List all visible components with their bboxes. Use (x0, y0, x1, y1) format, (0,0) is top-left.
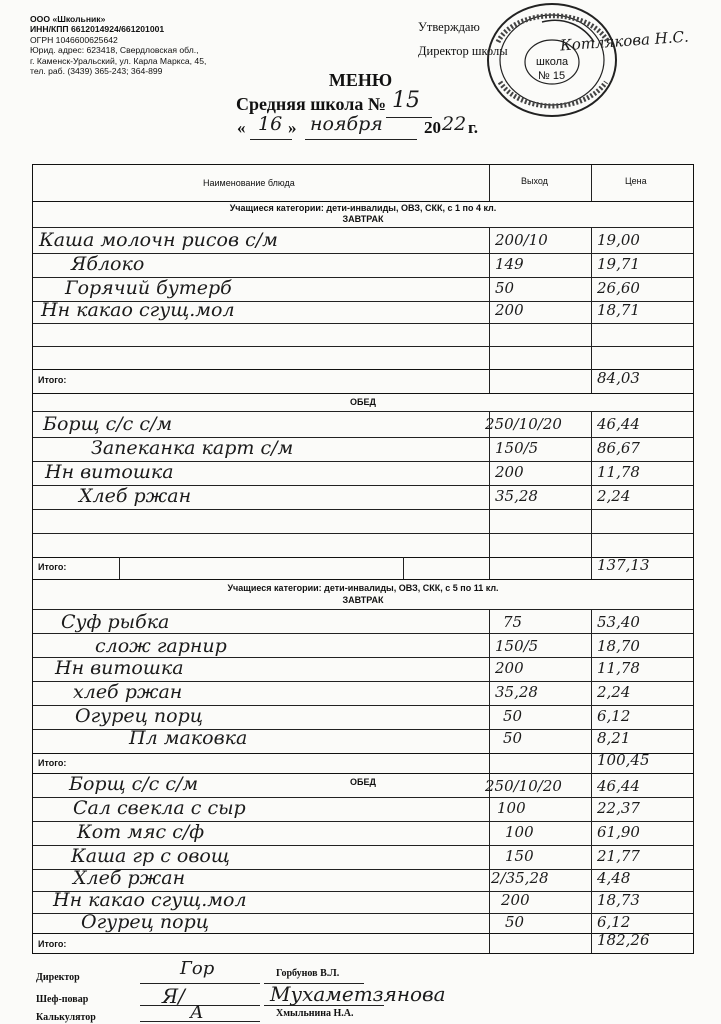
row-rule (33, 346, 693, 347)
date-day: 16 (258, 113, 283, 135)
dish-price: 46,44 (597, 777, 640, 795)
row-rule (33, 933, 693, 934)
date-year-suffix: 22 (442, 113, 467, 135)
col-header-out: Выход (521, 176, 548, 186)
dish-output: 2/35,28 (491, 869, 549, 887)
category-label: Учащиеся категории: дети-инвалиды, ОВЗ, СКК, с 5 по 11 кл. (227, 583, 499, 593)
row-rule (33, 609, 693, 610)
signature-name: Мухаметзянова (270, 982, 446, 1006)
dish-output: 200/10 (495, 231, 548, 249)
row-rule (33, 509, 693, 510)
stamp-number: № 15 (538, 70, 566, 82)
dish-output: 250/10/20 (485, 415, 562, 433)
dish-price: 61,90 (597, 823, 640, 841)
col-divider (591, 753, 592, 773)
dish-output: 50 (503, 707, 523, 725)
org-address-1: Юрид. адрес: 623418, Свердловская обл., (30, 45, 199, 56)
dish-name: Нн какао сгущ.мол (41, 299, 235, 321)
dish-name: Хлеб ржан (73, 867, 186, 889)
date-close-quote: » (288, 118, 297, 137)
dish-name: Запеканка карт с/м (91, 437, 294, 459)
dish-output: 150 (505, 847, 534, 865)
dish-price: 22,37 (597, 799, 640, 817)
date-day-line (250, 139, 292, 140)
col-header-price: Цена (625, 176, 647, 186)
dish-name: Борщ с/с с/м (43, 413, 173, 435)
dish-output: 250/10/20 (485, 777, 562, 795)
dish-output: 50 (495, 279, 515, 297)
row-rule (33, 753, 693, 754)
dish-price: 8,21 (597, 729, 631, 747)
total-value: 100,45 (597, 751, 650, 769)
date-month: ноября (310, 113, 383, 135)
dish-output: 50 (503, 729, 523, 747)
approval-signature: Котлякова Н.С. (559, 27, 690, 55)
signature-name: Горбунов В.Л. (276, 968, 340, 979)
dish-price: 11,78 (597, 659, 640, 677)
signature-line (264, 1005, 384, 1006)
col-divider (119, 557, 120, 579)
row-rule (33, 411, 693, 412)
col-divider (489, 557, 490, 579)
signature-mark: А (190, 1002, 204, 1023)
director-label: Директор школы (418, 44, 508, 58)
total-value: 182,26 (597, 931, 650, 949)
row-rule (33, 369, 693, 370)
dish-name: Нн витошка (45, 461, 174, 483)
category-label: Учащиеся категории: дети-инвалиды, ОВЗ, СКК, с 1 по 4 кл. (229, 203, 497, 213)
signature-role: Директор (36, 972, 80, 983)
dish-output: 100 (497, 799, 526, 817)
organization-header (30, 14, 330, 76)
col-divider (489, 933, 490, 953)
school-line (236, 94, 386, 115)
dish-price: 18,70 (597, 637, 640, 655)
date-line (237, 118, 246, 138)
dish-name: Каша молочн рисов с/м (39, 229, 278, 251)
col-divider (489, 369, 490, 393)
dish-output: 200 (495, 301, 524, 319)
total-label: Итого: (38, 562, 67, 572)
dish-price: 21,77 (597, 847, 640, 865)
dish-price: 6,12 (597, 707, 631, 725)
dish-output: 35,28 (495, 487, 538, 505)
meal-label: ЗАВТРАК (342, 595, 384, 605)
dish-price: 18,73 (597, 891, 640, 909)
dish-price: 19,00 (597, 231, 640, 249)
dish-price: 86,67 (597, 439, 640, 457)
org-name: ООО «Школьник» (30, 14, 106, 24)
signature-role: Калькулятор (36, 1012, 96, 1023)
dish-price: 4,48 (597, 869, 631, 887)
date-year-prefix: 20 (424, 118, 441, 137)
dish-name: Нн какао сгущ.мол (53, 889, 247, 911)
col-header-name: Наименование блюда (203, 178, 295, 188)
dish-price: 46,44 (597, 415, 640, 433)
dish-name: Кот мяс с/ф (77, 821, 205, 843)
signature-mark: Я/ (162, 984, 185, 1008)
total-label: Итого: (38, 375, 67, 385)
dish-price: 18,71 (597, 301, 640, 319)
org-ogrn: ОГРН 1046600625642 (30, 34, 118, 45)
dish-output: 35,28 (495, 683, 538, 701)
dish-name: Борщ с/с с/м (69, 773, 199, 795)
dish-name: слож гарнир (95, 635, 227, 657)
col-divider (489, 227, 490, 369)
dish-name: Огурец порц (75, 705, 203, 727)
row-rule (33, 323, 693, 324)
signature-line (140, 983, 260, 984)
total-value: 137,13 (597, 556, 650, 574)
col-divider (591, 165, 592, 201)
col-divider (489, 753, 490, 773)
dish-output: 200 (501, 891, 530, 909)
col-divider (489, 165, 490, 201)
approve-label: Утверждаю (418, 20, 480, 34)
date-year-g: г. (468, 118, 479, 137)
row-rule (33, 533, 693, 534)
date-month-line (305, 139, 417, 140)
dish-name: Пл маковка (129, 727, 248, 749)
dish-name: Яблоко (71, 253, 145, 275)
dish-name: Сал свекла с сыр (73, 797, 246, 819)
school-number: 15 (392, 88, 420, 113)
col-divider (591, 227, 592, 369)
dish-output: 149 (495, 255, 524, 273)
dish-output: 150/5 (495, 439, 539, 457)
dish-price: 6,12 (597, 913, 631, 931)
date-open-quote: « (237, 118, 246, 137)
total-label: Итого: (38, 939, 67, 949)
row-rule (33, 579, 693, 580)
total-value: 84,03 (597, 369, 640, 387)
dish-name: Огурец порц (81, 911, 209, 933)
col-divider (591, 557, 592, 579)
dish-output: 75 (503, 613, 523, 631)
menu-table (32, 164, 694, 954)
dish-price: 53,40 (597, 613, 640, 631)
col-divider (591, 411, 592, 557)
meal-label: ЗАВТРАК (342, 214, 384, 224)
dish-price: 26,60 (597, 279, 640, 297)
col-divider (591, 369, 592, 393)
dish-name: хлеб ржан (73, 681, 183, 703)
row-rule (33, 227, 693, 228)
dish-price: 2,24 (597, 683, 631, 701)
dish-output: 100 (505, 823, 534, 841)
dish-name: Хлеб ржан (79, 485, 192, 507)
school-label: Средняя школа № (236, 94, 386, 114)
dish-output: 200 (495, 463, 524, 481)
dish-name: Нн витошка (55, 657, 184, 679)
org-phone: тел. раб. (3439) 365-243; 364-899 (30, 66, 163, 77)
row-rule (33, 393, 693, 394)
meal-label: ОБЕД (350, 777, 376, 787)
header-rule (33, 201, 693, 202)
signature-name: Хмыльнина Н.А. (276, 1008, 354, 1019)
dish-price: 2,24 (597, 487, 631, 505)
dish-output: 150/5 (495, 637, 539, 655)
dish-price: 11,78 (597, 463, 640, 481)
dish-name: Горячий бутерб (65, 277, 232, 299)
total-label: Итого: (38, 758, 67, 768)
org-address-2: г. Каменск-Уральский, ул. Карла Маркса, 45, (30, 55, 207, 66)
col-divider (591, 933, 592, 953)
col-divider (403, 557, 404, 579)
row-rule (33, 633, 693, 634)
dish-output: 50 (505, 913, 525, 931)
signature-mark: Гор (180, 958, 215, 979)
menu-title: МЕНЮ (328, 70, 393, 90)
meal-label: ОБЕД (350, 397, 376, 407)
dish-output: 200 (495, 659, 524, 677)
org-inn: ИНН/КПП 6612014924/661201001 (30, 24, 165, 35)
stamp-text: школа (536, 56, 569, 68)
signature-role: Шеф-повар (36, 994, 89, 1005)
dish-name: Каша гр с овощ (71, 845, 230, 867)
row-rule (33, 557, 693, 558)
dish-price: 19,71 (597, 255, 640, 273)
dish-name: Суф рыбка (61, 611, 170, 633)
school-stamp (484, 2, 622, 122)
